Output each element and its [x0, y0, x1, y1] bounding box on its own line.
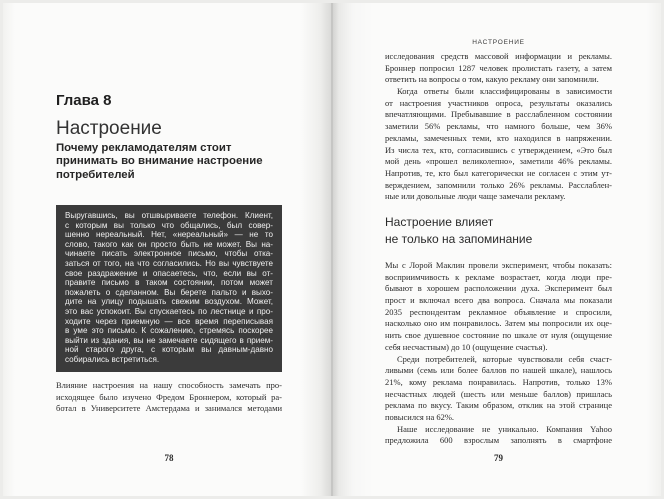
body-text-top	[385, 51, 612, 203]
callout-line: Выругавшись, вы отшвыриваете телефон. Клиент,	[65, 211, 273, 220]
section-heading-line: Настроение влияет	[385, 215, 494, 229]
callout-line: дите на улицу подышать свежим воздухом. Может,	[65, 297, 273, 307]
body-line: Когда ответы были классифицированы в зависимости	[397, 86, 612, 97]
callout-line: выйти из здания, вы не замечаете сидящего в прием-	[65, 335, 273, 345]
body-line: мой день «прошел великолепно», заметили 46% рекламы.	[385, 156, 612, 167]
body-line: прост и включал всего два вопроса. Сначала мы показали	[385, 295, 612, 306]
chapter-subtitle	[56, 142, 282, 183]
chapter-title: Настроение	[56, 118, 162, 139]
callout-line: заться от того, на что согласились. Но вы чувствуете	[65, 258, 273, 268]
callout-line: это вас успокоит. Вы спускаетесь по лестнице и про-	[65, 306, 273, 316]
body-line: Влияние настроения на нашу способность замечать про-	[56, 380, 282, 390]
callout-line: свое раздражение и опасаетесь, что, если вы от-	[65, 268, 273, 278]
body-line: бывают в хорошем расположении духа. Эксперимент был	[385, 283, 612, 294]
body-line: впечатляющими. Пребывавшие в расслабленном состоянии	[385, 109, 612, 120]
body-line: Напротив, те, кто был категорически не согласен с этим ут-	[385, 167, 612, 178]
callout-line: собирались встретиться.	[65, 354, 160, 364]
callout-line: слово, такого как он просто быть не может. Вы на-	[65, 239, 273, 249]
chapter-subtitle-line: принимать во внимание настроение	[56, 155, 263, 168]
body-line: Среди потребителей, которые чувствовали себя счаст-	[397, 353, 612, 364]
callout-line: ной старого друга, с которым вы давным-давно	[65, 345, 273, 355]
body-line: Наше исследование не уникально. Компания Yahoo	[397, 423, 612, 434]
body-line: несчастных людей (шесть или меньше баллов) пришлась	[385, 388, 612, 399]
body-line: ботал в Университете Амстердама и занимался методами	[56, 403, 282, 414]
callout-box	[56, 205, 282, 372]
page-number: 79	[494, 453, 503, 463]
body-text-bottom	[385, 260, 612, 447]
body-line: восприимчивость к рекламе возрастает, когда люди пре-	[385, 271, 612, 282]
callout-line: шенно нереальный. Нет, «нереальный» — не то	[65, 230, 273, 240]
chapter-subtitle-line: потребителей	[56, 168, 135, 181]
section-heading	[385, 214, 612, 248]
body-line: ные или довольные люди чаще замечали рекламу.	[385, 191, 566, 202]
body-text	[56, 380, 282, 415]
section-heading-line: не только на запоминание	[385, 232, 533, 246]
body-line: от настроения участников опроса, результаты оказались	[385, 97, 612, 108]
body-line: Из числа тех, кто, согласившись с утверждением, «Это был	[385, 144, 612, 155]
body-line: насколько оно им понравилось. Затем мы попросили их оце-	[385, 318, 612, 329]
callout-line: чинаете писать электронное письмо, чтобы отка-	[65, 249, 273, 259]
body-line: повысился на 62%.	[385, 411, 455, 422]
chapter-label: Глава 8	[56, 92, 112, 109]
left-page	[3, 3, 331, 496]
callout-line: с которым вы только что общались, был совер-	[65, 220, 273, 230]
callout-line: правите письмо в таком состоянии, потом может	[65, 278, 273, 288]
body-line: 21%, кому реклама понравилась. Напротив, только 13%	[385, 376, 612, 387]
callout-line: ходите через приемную — все время переписывая	[65, 316, 273, 326]
body-line: рекламы, замеченных теми, кто находился в напряжении.	[385, 132, 612, 143]
running-header: НАСТРОЕНИЕ	[472, 38, 525, 46]
body-line: верждением, запомнили только 26% рекламы. Расслаблен-	[385, 179, 612, 190]
body-line: нить свое душевное состояние по шкале от нуля (ощущение	[385, 330, 612, 341]
body-line: Мы с Лорой Маклин провели эксперимент, чтобы показать:	[385, 260, 612, 270]
callout-line: в уме это письмо. К сожалению, стремясь поскорее	[65, 326, 273, 336]
page-number: 78	[164, 453, 174, 463]
right-page	[333, 3, 661, 496]
body-line: себя несчастным) до 10 (ощущение счастья).	[385, 341, 548, 352]
body-line: 2035 респондентам рекламное объявление и спросили,	[385, 306, 612, 317]
body-line: предложила 600 взрослым заполнять в смартфоне	[385, 435, 612, 446]
body-line: ливыми (семь или более баллов по нашей шкале), нашлось	[385, 365, 612, 376]
callout-line: пожалеть о сделанном. Вы берете пальто и выхо-	[65, 287, 273, 297]
body-line: ответить на вопросы о том, какую рекламу они запомнили.	[385, 74, 599, 85]
body-line: реклама по вкусу. Таким образом, отклик на этой странице	[385, 400, 612, 411]
chapter-subtitle-line: Почему рекламодателям стоит	[56, 141, 232, 154]
body-line: исходящее было изучено Фредом Броннером, который ра-	[56, 391, 282, 402]
body-line: заметили 56% рекламы, что намного больше, чем 36%	[385, 121, 612, 132]
body-line: Броннер попросил 1287 человек пролистать газету, а затем	[385, 62, 612, 73]
body-line: исследования средств массовой информации и рекламы.	[385, 51, 612, 61]
